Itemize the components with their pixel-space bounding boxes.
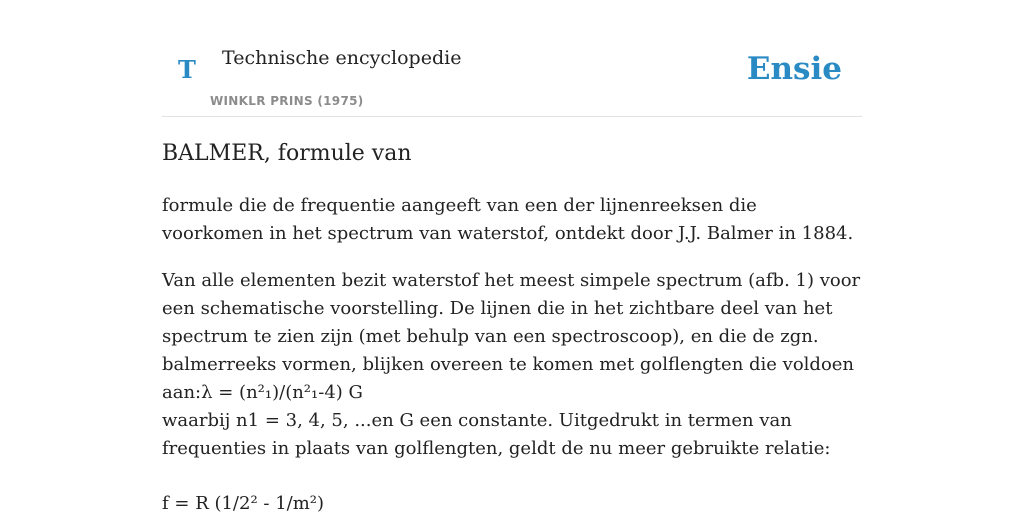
work-title-link[interactable]: Technische encyclopedie [222, 47, 462, 69]
work-logo-icon[interactable]: T [178, 55, 196, 84]
article-paragraph: waarbij n1 = 3, 4, 5, ...en G een constante. Uitgedrukt in termen van frequenties in plaats van golflengten, geldt de nu meer gebruikte relatie: [162, 410, 831, 459]
ensie-logo-link[interactable]: Ensie [746, 51, 842, 87]
article-paragraph: Van alle elementen bezit waterstof het meest simpele spectrum (afb. 1) voor een schematische voorstelling. De lijnen die in het zichtbare deel van het spectrum te zien zijn (met behulp van een spectroscoop), en die de zgn. balmerreeks vormen, blijken overeen te komen met golflengten die voldoen aan:λ = (n²₁)/(n²₁-4) G [162, 270, 861, 403]
header [162, 0, 862, 117]
formula-paragraph: f = R (1/2² - 1/m²) [162, 493, 325, 512]
work-source-label: WINKLR PRINS (1975) [210, 94, 364, 108]
article-title: BALMER, formule van [162, 141, 412, 166]
article-paragraph: formule die de frequentie aangeeft van een der lijnenreeksen die voorkomen in het spectrum van waterstof, ontdekt door J.J. Balmer in 1884. [162, 195, 854, 244]
